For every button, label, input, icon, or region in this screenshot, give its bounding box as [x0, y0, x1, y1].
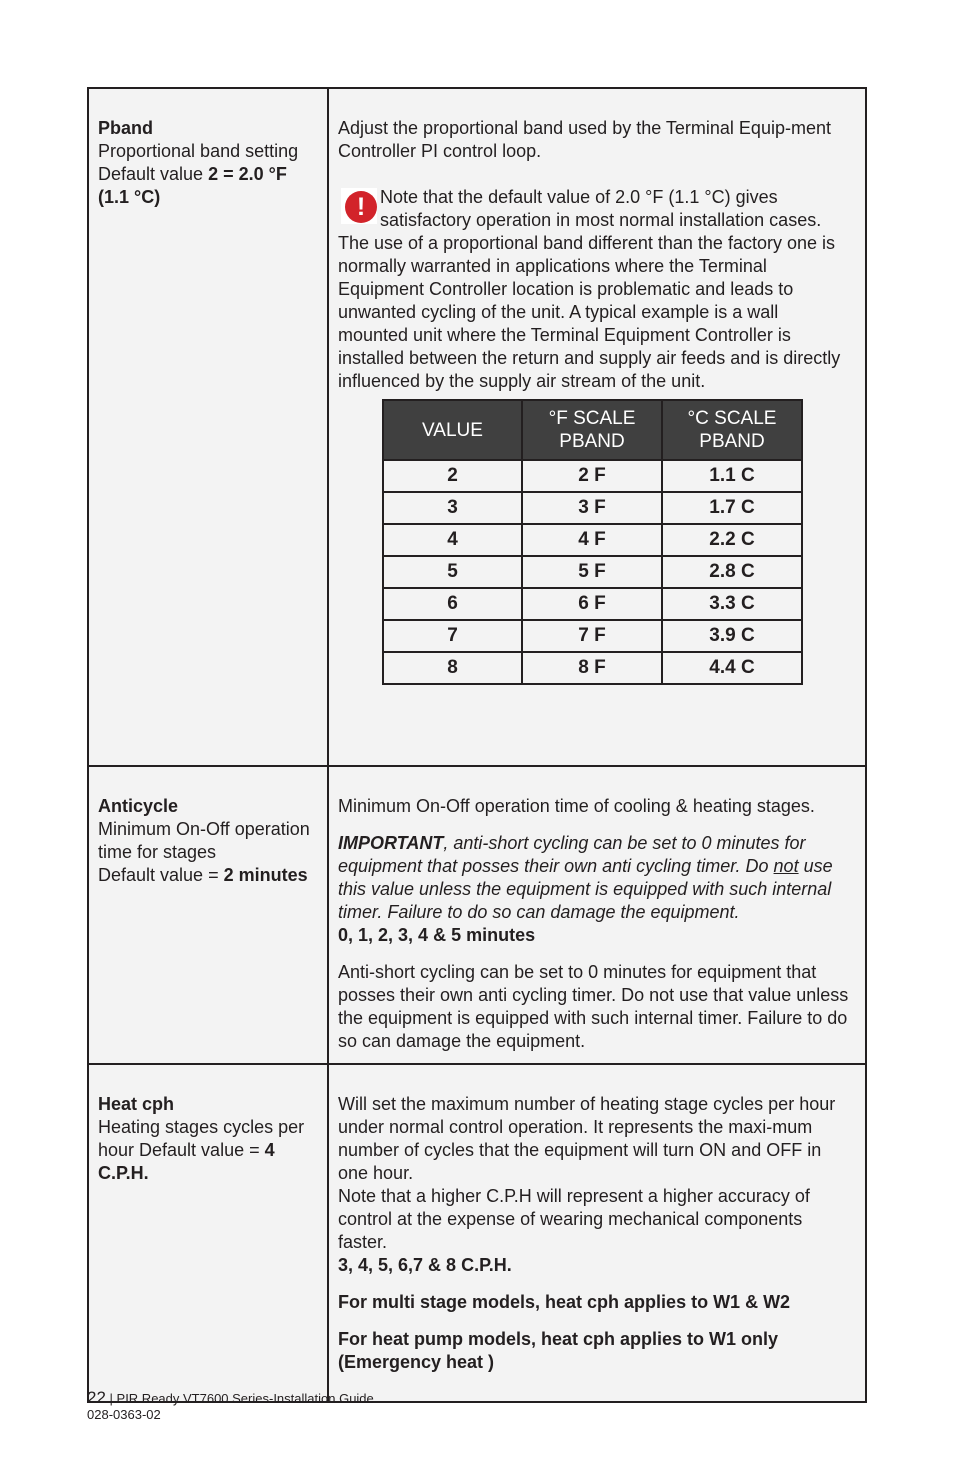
cell-value: 8 [383, 652, 522, 684]
cell-value: 5 [383, 556, 522, 588]
cell-c: 2.2 C [662, 524, 802, 556]
document-number: 028-0363-02 [87, 1407, 161, 1422]
cell-value: 3 [383, 492, 522, 524]
important-label: IMPORTANT [338, 833, 444, 853]
anticycle-name: Anticycle [98, 796, 179, 816]
pband-default [98, 163, 319, 209]
anticycle-options: 0, 1, 2, 3, 4 & 5 minutes [338, 925, 536, 945]
heat-cph-intro: Will set the maximum number of heating stage cycles per hour under normal control operation. It represents the maxi-mum number of cycles that the equipment will turn ON and OFF in one hour. [338, 1094, 836, 1183]
important-text-a: , anti-short cycling can be set to 0 minutes for equipment that posses their own anti cycling timer. Do [338, 833, 806, 876]
cell-value: 7 [383, 620, 522, 652]
anticycle-default [98, 864, 319, 887]
cell-c: 4.4 C [662, 652, 802, 684]
cell-f: 8 F [522, 652, 662, 684]
table-row [383, 460, 802, 492]
table-row [383, 652, 802, 684]
anticycle-intro: Minimum On-Off operation time of cooling & heating stages. [338, 796, 815, 816]
cell-f: 7 F [522, 620, 662, 652]
heat-cph-detail-cell [328, 1064, 866, 1402]
pband-value-table [382, 399, 803, 685]
default-prefix: Default value = [98, 865, 224, 885]
page-footer [87, 1390, 374, 1423]
heat-cph-note: Note that a higher C.P.H will represent a higher accuracy of control at the expense of wearing mechanical components faster. [338, 1186, 810, 1252]
table-row [383, 588, 802, 620]
pband-detail-cell [328, 88, 866, 766]
cell-value: 6 [383, 588, 522, 620]
anticycle-default-value: 2 minutes [223, 865, 308, 885]
heat-cph-options: 3, 4, 5, 6,7 & 8 C.P.H. [338, 1255, 512, 1275]
heat-cph-desc-text: Heating stages cycles per hour Default value = [98, 1117, 305, 1160]
anticycle-label-cell [88, 766, 328, 1064]
heat-cph-row [88, 1064, 866, 1402]
header-value: VALUE [383, 400, 522, 460]
cell-value: 2 [383, 460, 522, 492]
important-text-b: use this value unless the equipment is equipped with such internal timer. Failure to do so can damage the equipment. [338, 856, 833, 922]
table-row [383, 556, 802, 588]
cell-value: 4 [383, 524, 522, 556]
cell-c: 3.9 C [662, 620, 802, 652]
warning-icon: ! [338, 186, 380, 226]
default-prefix: Default value [98, 164, 209, 184]
cell-f: 2 F [522, 460, 662, 492]
cell-c: 3.3 C [662, 588, 802, 620]
pband-description: Proportional band setting [98, 141, 299, 161]
cell-f: 4 F [522, 524, 662, 556]
anticycle-important [338, 832, 853, 924]
cell-f: 5 F [522, 556, 662, 588]
value-table-header [383, 400, 802, 460]
pband-name: Pband [98, 118, 154, 138]
heat-cph-name: Heat cph [98, 1094, 175, 1114]
anticycle-row [88, 766, 866, 1064]
heat-cph-label-cell [88, 1064, 328, 1402]
footer-title: | PIR Ready VT7600 Series-Installation Guide [105, 1391, 374, 1406]
pband-label-cell [88, 88, 328, 766]
cell-f: 6 F [522, 588, 662, 620]
heat-cph-multi-stage: For multi stage models, heat cph applies to W1 & W2 [338, 1292, 791, 1312]
heat-cph-default-value: 4 C.P.H. [98, 1140, 275, 1183]
pband-default-value: 2 = 2.0 °F (1.1 °C) [98, 164, 287, 207]
cell-f: 3 F [522, 492, 662, 524]
anticycle-description: Minimum On-Off operation time for stages [98, 819, 310, 862]
pband-note [338, 186, 853, 393]
pband-row [88, 88, 866, 766]
cell-c: 2.8 C [662, 556, 802, 588]
important-not: not [773, 856, 799, 876]
footer-line [87, 1390, 374, 1407]
table-row [383, 524, 802, 556]
parameter-table [87, 87, 867, 1403]
pband-note-text: Note that the default value of 2.0 °F (1.1 °C) gives satisfactory operation in most normal installation cases. The use of a proportional band different than the factory one is normally warranted in applications where the Terminal Equipment Controller location is problematic and leads to unwanted cycling of the unit. A typical example is a wall mounted unit where the Terminal Equipment Controller is installed between the return and supply air feeds and is directly influenced by the supply air stream of the unit. [338, 187, 841, 391]
header-f-scale: °F SCALE PBAND [522, 400, 662, 460]
heat-cph-heat-pump: For heat pump models, heat cph applies to W1 only (Emergency heat ) [338, 1329, 779, 1372]
table-row [383, 620, 802, 652]
pband-intro: Adjust the proportional band used by the Terminal Equip-ment Controller PI control loop. [338, 118, 831, 161]
cell-c: 1.7 C [662, 492, 802, 524]
table-row [383, 492, 802, 524]
heat-cph-description [98, 1116, 319, 1185]
cell-c: 1.1 C [662, 460, 802, 492]
page-number: 22 [87, 1388, 106, 1407]
anticycle-extra: Anti-short cycling can be set to 0 minutes for equipment that posses their own anti cycling timer. Do not use that value unless the equipment is equipped with such internal timer. Failure to do so can damage the equipment. [338, 962, 849, 1051]
anticycle-detail-cell [328, 766, 866, 1064]
header-c-scale: °C SCALE PBAND [662, 400, 802, 460]
